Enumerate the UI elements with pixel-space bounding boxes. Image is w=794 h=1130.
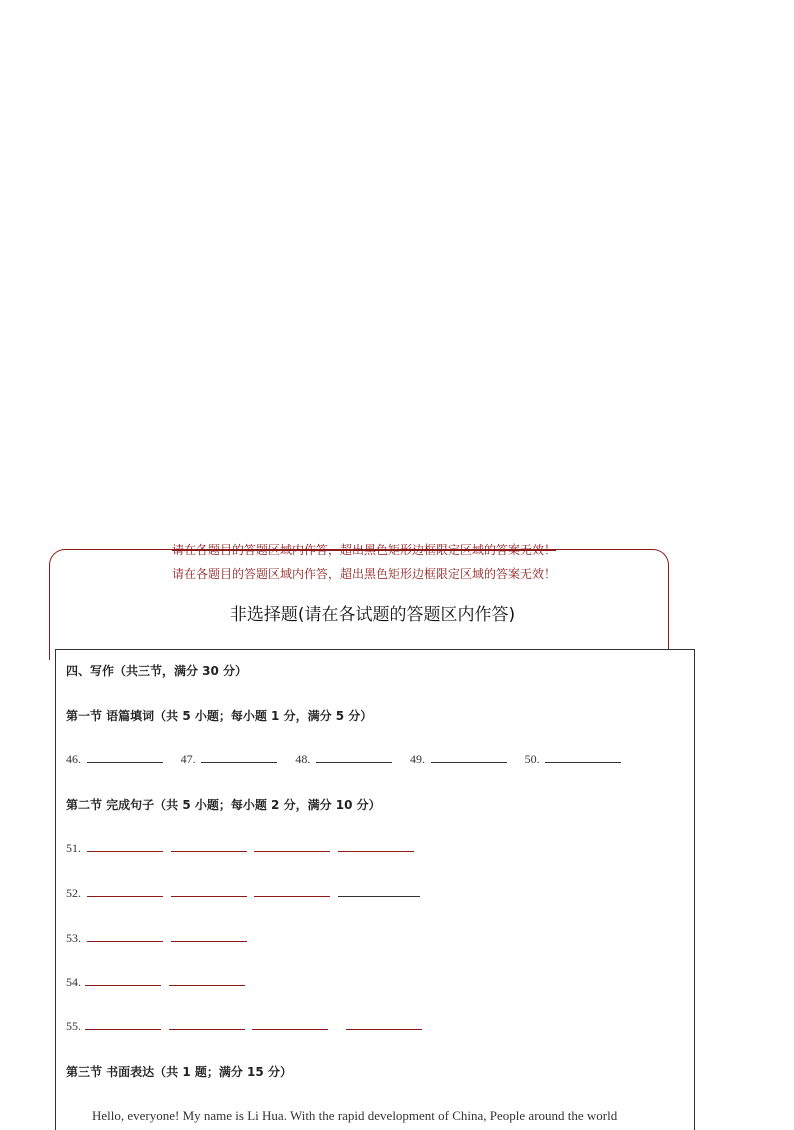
answer-blank[interactable] (85, 1028, 161, 1030)
item-number: 53. (66, 931, 81, 945)
answer-blank[interactable] (87, 940, 163, 942)
answer-blank-46[interactable] (87, 761, 163, 763)
answer-blank[interactable] (169, 984, 245, 986)
answer-blank[interactable] (338, 850, 414, 852)
answer-row-51 (66, 841, 414, 856)
answer-blank[interactable] (338, 895, 420, 897)
item-number: 47. (180, 752, 196, 766)
item-number: 49. (409, 752, 425, 766)
item-number: 48. (295, 752, 311, 766)
answer-blank[interactable] (87, 850, 163, 852)
answer-blank[interactable] (346, 1028, 422, 1030)
answer-blank[interactable] (171, 895, 247, 897)
answer-row-54 (66, 975, 245, 990)
part4-heading: 四、写作（共三节，满分 30 分） (66, 664, 248, 678)
warning-text-top: 请在各题目的答题区域内作答，超出黑色矩形边框限定区域的答案无效！ (171, 543, 556, 557)
item-number: 55. (66, 1019, 81, 1033)
sec1-answer-row (66, 752, 621, 767)
answer-blank-48[interactable] (316, 761, 392, 763)
item-number: 51. (66, 841, 81, 855)
answer-blank-50[interactable] (545, 761, 621, 763)
item-number: 46. (66, 752, 81, 766)
section-title: 非选择题(请在各试题的答题区内作答) (229, 605, 516, 625)
answer-blank[interactable] (85, 984, 161, 986)
answer-blank[interactable] (87, 895, 163, 897)
item-number: 54. (66, 975, 81, 989)
answer-blank-47[interactable] (201, 761, 277, 763)
answer-blank[interactable] (254, 850, 330, 852)
sec2-heading: 第二节 完成句子（共 5 小题；每小题 2 分，满分 10 分） (66, 798, 381, 812)
essay-text: Hello, everyone! My name is Li Hua. With the rapid development of China, People around the world (92, 1108, 618, 1123)
item-number: 50. (524, 752, 540, 766)
answer-blank[interactable] (171, 940, 247, 942)
answer-blank[interactable] (254, 895, 330, 897)
answer-blank[interactable] (252, 1028, 328, 1030)
answer-row-53 (66, 931, 247, 946)
answer-blank[interactable] (171, 850, 247, 852)
answer-row-52 (66, 886, 420, 901)
sec3-heading: 第三节 书面表达（共 1 题；满分 15 分） (66, 1065, 292, 1079)
answer-blank-49[interactable] (431, 761, 507, 763)
answer-row-55 (66, 1019, 422, 1034)
sec1-heading: 第一节 语篇填词（共 5 小题；每小题 1 分，满分 5 分） (66, 709, 373, 723)
item-number: 52. (66, 886, 81, 900)
answer-blank[interactable] (169, 1028, 245, 1030)
warning-text: 请在各题目的答题区域内作答，超出黑色矩形边框限定区域的答案无效！ (171, 567, 556, 581)
